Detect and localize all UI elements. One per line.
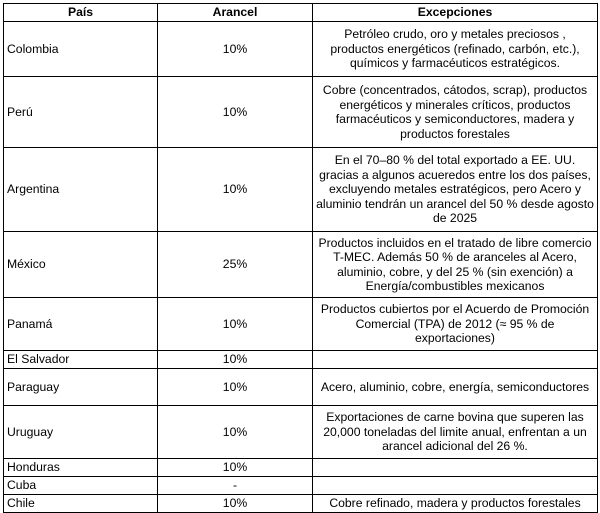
pais-cell: Honduras [4, 459, 158, 477]
arancel-cell: 10% [158, 406, 313, 459]
table-row [4, 406, 598, 459]
table-row [4, 459, 598, 477]
excepciones-cell: Exportaciones de carne bovina que superen las 20,000 toneladas del limite anual, enfrentan a un arancel adicional del 26 %. [313, 406, 598, 459]
pais-cell: Paraguay [4, 369, 158, 406]
excepciones-cell: Productos cubiertos por el Acuerdo de Promoción Comercial (TPA) de 2012 (≈ 95 % de exportaciones) [313, 298, 598, 351]
table-row [4, 148, 598, 232]
pais-cell: México [4, 232, 158, 298]
tariff-table [3, 3, 598, 513]
arancel-cell: 10% [158, 459, 313, 477]
arancel-cell: 10% [158, 77, 313, 148]
table-row [4, 369, 598, 406]
excepciones-cell: En el 70–80 % del total exportado a EE. UU. gracias a algunos acueredos entre los dos países, excluyendo metales estratégicos, pero Acero y aluminio tendrán un arancel del 50 % desde agosto de 2025 [313, 148, 598, 232]
pais-cell: Perú [4, 77, 158, 148]
header-excepciones: Excepciones [313, 4, 598, 22]
excepciones-cell: Petróleo crudo, oro y metales preciosos , productos energéticos (refinado, carbón, etc.), químicos y farmacéuticos estratégicos. [313, 22, 598, 77]
table-row [4, 22, 598, 77]
table-row [4, 351, 598, 369]
excepciones-cell [313, 351, 598, 369]
arancel-cell: 10% [158, 22, 313, 77]
pais-cell: Colombia [4, 22, 158, 77]
header-pais: País [4, 4, 158, 22]
arancel-cell: 10% [158, 369, 313, 406]
excepciones-cell [313, 459, 598, 477]
header-arancel: Arancel [158, 4, 313, 22]
excepciones-cell: Acero, aluminio, cobre, energía, semiconductores [313, 369, 598, 406]
excepciones-cell: Cobre (concentrados, cátodos, scrap), productos energéticos y minerales críticos, productos farmacéuticos y semiconductores, madera y productos forestales [313, 77, 598, 148]
arancel-cell: 25% [158, 232, 313, 298]
pais-cell: El Salvador [4, 351, 158, 369]
arancel-cell: 10% [158, 298, 313, 351]
pais-cell: Panamá [4, 298, 158, 351]
arancel-cell: - [158, 477, 313, 495]
arancel-cell: 10% [158, 148, 313, 232]
excepciones-cell: Productos incluidos en el tratado de libre comercio T-MEC. Además 50 % de aranceles al Acero, aluminio, cobre, y del 25 % (sin exención) a Energía/combustibles mexicanos [313, 232, 598, 298]
pais-cell: Argentina [4, 148, 158, 232]
header-row [4, 4, 598, 22]
pais-cell: Cuba [4, 477, 158, 495]
pais-cell: Uruguay [4, 406, 158, 459]
pais-cell: Chile [4, 495, 158, 513]
table-row [4, 477, 598, 495]
table-row [4, 77, 598, 148]
arancel-cell: 10% [158, 351, 313, 369]
table-row [4, 298, 598, 351]
excepciones-cell [313, 477, 598, 495]
excepciones-cell: Cobre refinado, madera y productos forestales [313, 495, 598, 513]
table-row [4, 232, 598, 298]
arancel-cell: 10% [158, 495, 313, 513]
